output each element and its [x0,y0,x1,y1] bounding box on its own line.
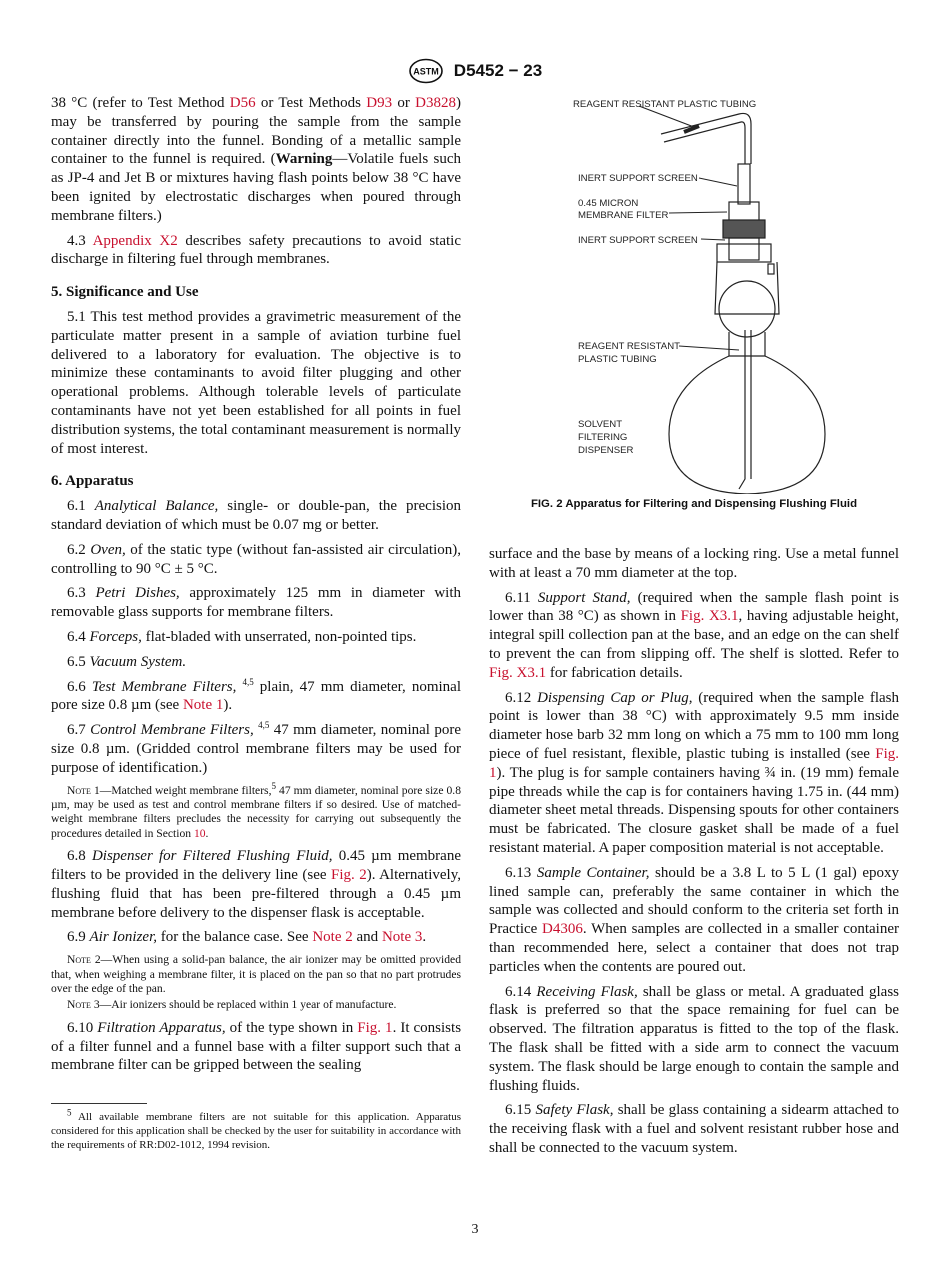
link-fig-2[interactable]: Fig. 2 [330,866,367,883]
paragraph-6-3: 6.3 Petri Dishes, approximately 125 mm in diameter with removable glass supports for membrane filters. [51,585,462,621]
paragraph-6-4: 6.4 Forceps, flat-bladed with unserrated, non-pointed tips. [67,628,417,645]
label-solvent-1: SOLVENT [578,419,623,430]
footnote-5: $^5$ All available membrane filters are not suitable for this application. Apparatus considered for this application shall be checked by the user for suitability in accordance with the requirements of RR:D02-1012, 1994 revision. [51,1107,461,1152]
label-screen-top: INERT SUPPORT SCREEN [578,173,698,184]
label-membrane-1: 0.45 MICRON [578,198,639,209]
link-note-1[interactable]: Note 1 [182,697,224,714]
note-3: Note 3—Air ionizers should be replaced within 1 year of manufacture. [67,998,397,1012]
label-tubing-top: REAGENT RESISTANT PLASTIC TUBING [573,99,757,110]
link-note-2[interactable]: Note 2 [312,929,353,946]
label-tubing-2: PLASTIC TUBING [578,354,657,365]
link-section-10[interactable]: 10 [193,826,206,840]
link-d4306[interactable]: D4306 [542,921,583,938]
svg-text:ASTM: ASTM [413,66,439,77]
label-tubing-1: REAGENT RESISTANT [578,341,680,352]
label-solvent-3: DISPENSER [578,445,634,456]
link-note-3[interactable]: Note 3 [381,929,423,946]
paragraph-6-7: 6.7 Control Membrane Filters, $^{4,5}$ 47 mm diameter, nominal pore size 0.8 µm. (Gridded control membrane filters may be used for purpose of identification.) [51,720,461,776]
figure-caption: FIG. 2 Apparatus for Filtering and Dispensing Flushing Fluid [530,498,858,510]
figure-2-diagram [489,94,899,514]
note-2: Note 2—When using a solid-pan balance, the air ionizer may be omitted provided that, when weighing a membrane filter, it is placed on the pan so that no part protrudes over the edge of the pan. [51,953,461,995]
section-heading-5: 5. Significance and Use [51,284,199,301]
paragraph-6-5: 6.5 Vacuum System. [67,653,187,670]
page-header [0,58,950,84]
link-appendix-x2[interactable]: Appendix X2 [92,232,178,249]
paragraph-6-11: 6.11 Support Stand, (required when the sample flash point is lower than 38 °C) as shown in Fig. X3.1, having adjustable height, integral spill collection pan at the base, and an edge on the can shelf to prevent the can from slipping off. The shelf is slotted. Refer to Fig. X3.1 for fabrication details. [489,589,899,681]
tubing-line [664,122,745,164]
label-solvent-2: FILTERING [578,432,628,443]
right-column [489,545,899,1164]
paragraph-6-2: 6.2 Oven, of the static type (without fan-assisted air circulation), controlling to 90 °C ± 5 °C. [51,541,461,577]
paragraph-6-10: 6.10 Filtration Apparatus, of the type shown in Fig. 1. It consists of a filter funnel and a funnel base with a filter support such that a membrane filter can be gripped between the sealing [51,1019,462,1074]
label-membrane-2: MEMBRANE FILTER [578,210,669,221]
paragraph-6-6: 6.6 Test Membrane Filters, $^{4,5}$ plain, 47 mm diameter, nominal pore size 0.8 µm (see Note 1). [51,676,462,714]
document-designation: D5452 − 23 [453,61,543,80]
paragraph-5-1: 5.1 This test method provides a gravimetric measurement of the particulate matter present in a sample of aviation turbine fuel delivered to a laboratory for evaluation. The objective is to minimize these contaminants to avoid filter plugging and other operational problems. Although tolerable levels of particulate contaminants have not yet been established for all points in fuel distribution systems, the total contaminant measurement is normally of most interest. [51,308,461,457]
link-fig-x3-1[interactable]: Fig. X3.1 [489,664,547,681]
paragraph-6-15: 6.15 Safety Flask, shall be glass containing a sidearm attached to the receiving flask with a fuel and solvent resistant rubber hose and shall be connected to the vacuum system. [489,1102,899,1156]
paragraph-6-9: 6.9 Air Ionizer, for the balance case. See Note 2 and Note 3. [67,929,427,946]
paragraph-6-1: 6.1 Analytical Balance, single- or double-pan, the precision standard deviation of which must be 0.07 mg or better. [51,498,462,533]
link-d56[interactable]: D56 [229,95,256,111]
link-fig-1[interactable]: Fig. 1 [357,1019,393,1036]
paragraph-6-8: 6.8 Dispenser for Filtered Flushing Fluid, 0.45 µm membrane filters to be provided in the delivery line (see Fig. 2). Alternatively, flushing fluid that has been pre-filtered through a 0.45 µm membrane before delivery to the dispenser flask is acceptable. [51,848,461,921]
continued-paragraph-right: surface and the base by means of a locking ring. Use a metal funnel with at least a 70 mm diameter at the top. [489,546,899,581]
continued-paragraph: 38 °C (refer to Test Method D56 or Test Methods D93 or D3828) may be transferred by pouring the sample from the sample container directly into the funnel. Bonding of a metallic sample container to the funnel is required. (Warning—Volatile fuels such as JP-4 and Jet B or mixtures having flash points below 38 °C have been ignited by electrostatic discharges when poured through membrane filters.) [51,95,461,224]
footnote-divider [51,1103,147,1104]
paragraph-6-14: 6.14 Receiving Flask, shall be glass or metal. A graduated glass flask is preferred so that the space remaining for fuel can be observed. The filtration apparatus is fitted to the top of the flask. The flask shall be fitted with a side arm to connect the vacuum system. The flask should be large enough to contain the sample and flushing fluids. [489,983,899,1094]
paragraph-6-12: 6.12 Dispensing Cap or Plug, (required when the sample flash point is lower than 38 °C) with approximately 9.5 mm inside diameter hose barb 32 mm long on which a 75 mm to 100 mm long piece of fuel resistant, flexible, plastic tubing is installed (see Fig. 1). The plug is for sample containers having ¾ in. (19 mm) female pipe threads while the cap is for containers having 1.75 in. (44 mm) diameter sheet metal threads. Dispensing spouts for other containers must be fabricated. The closure gasket shall be made of a fuel resistant material. A paper composition material is not acceptable. [489,689,899,856]
label-screen-bottom: INERT SUPPORT SCREEN [578,235,698,246]
page-number: 3 [471,1222,479,1237]
section-heading-6: 6. Apparatus [51,473,134,490]
left-column [51,94,461,1152]
astm-logo-icon [408,58,444,84]
link-fig-1[interactable]: Fig. 1 [489,745,899,781]
paragraph-4-3: 4.3 Appendix X2 describes safety precautions to avoid static discharge in filtering fuel through membranes. [51,232,461,268]
link-d93[interactable]: D93 [366,95,393,111]
apparatus-drawing [489,94,899,494]
link-d3828[interactable]: D3828 [415,95,456,111]
link-fig-x3-1[interactable]: Fig. X3.1 [680,608,739,625]
paragraph-6-13: 6.13 Sample Container, should be a 3.8 L to 5 L (1 gal) epoxy lined sample can, preferably the same container in which the sample was collected and should conform to the criteria set forth in Practice D4306. When samples are collected in a smaller container than recommended here, select a container that does not trap particles when the contents are poured out. [489,864,899,975]
note-1: Note 1—Matched weight membrane filters,$^5$ 47 mm diameter, nominal pore size 0.8 µm, may be used as test and control membrane filters if so desired. Use of matched-weight membrane filters precludes the necessity for carrying out subsequently the procedures detailed in Section 10. [51,780,461,840]
